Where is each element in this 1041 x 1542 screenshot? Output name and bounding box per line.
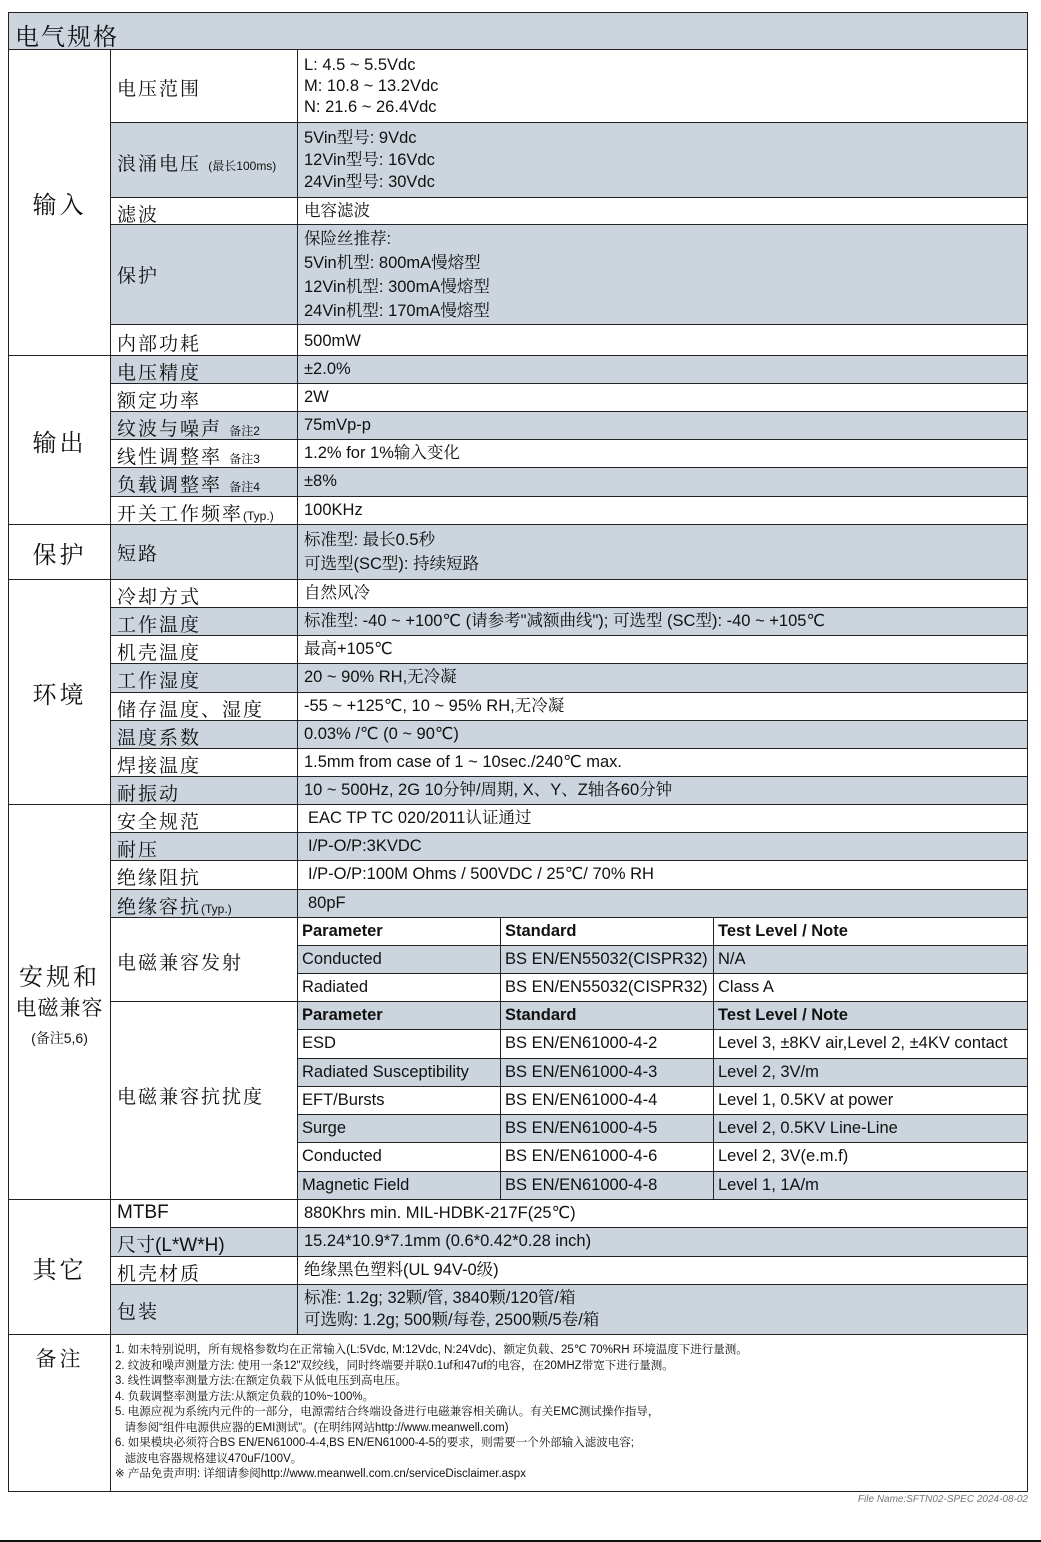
label-case-material: 机壳材质 xyxy=(111,1257,298,1285)
immunity-cell: Surge xyxy=(298,1115,501,1143)
note-line: 请参阅“组件电源供应器的EMI测试”。(在明纬网站http://www.meanwell.com) xyxy=(115,1421,509,1434)
label-storage: 储存温度、湿度 xyxy=(111,693,298,721)
group-protection-label: 保护 xyxy=(32,541,87,569)
value-surge xyxy=(298,123,1028,198)
voltage-range-line: M: 10.8 ~ 13.2Vdc xyxy=(304,77,439,95)
label-withstand: 耐压 xyxy=(111,833,298,861)
load-reg-note: 备注4 xyxy=(229,480,260,494)
value-temp-coef: 0.03% /℃ (0 ~ 90℃) xyxy=(298,721,1028,749)
label-surge xyxy=(111,123,298,198)
load-reg-label: 负载调整率 xyxy=(117,475,223,496)
immunity-header-level: Test Level / Note xyxy=(714,1002,1028,1030)
ripple-note: 备注2 xyxy=(229,424,260,438)
group-output-label: 输出 xyxy=(32,429,87,457)
note-line: 1. 如未特别说明，所有规格参数均在正常输入(L:5Vdc, M:12Vdc, N:24Vdc)、额定负载、25℃ 70%RH 环境温度下进行量测。 xyxy=(115,1344,748,1356)
immunity-cell: Level 3, ±8KV air,Level 2, ±4KV contact xyxy=(714,1030,1028,1059)
line-reg-note: 备注3 xyxy=(229,452,260,466)
emission-header-standard: Standard xyxy=(501,918,714,946)
label-work-humidity: 工作湿度 xyxy=(111,664,298,693)
label-load-reg xyxy=(111,468,298,497)
group-notes: 备注 xyxy=(9,1335,111,1492)
note-line: 滤波电容器规格建议470uF/100V。 xyxy=(115,1452,303,1465)
label-vibration: 耐振动 xyxy=(111,777,298,805)
emission-cell: Radiated xyxy=(298,974,501,1002)
protection-line: 24Vin机型: 170mA慢熔型 xyxy=(304,302,490,320)
group-input xyxy=(9,50,111,356)
immunity-header-standard: Standard xyxy=(501,1002,714,1030)
note-line: ※ 产品免责声明: 详细请参阅http://www.meanwell.com.cn/serviceDisclaimer.aspx xyxy=(115,1468,526,1480)
isolation-cap-note: (Typ.) xyxy=(201,902,232,916)
immunity-cell: BS EN/EN61000-4-6 xyxy=(501,1143,714,1172)
label-input-protection: 保护 xyxy=(111,225,298,325)
immunity-cell: Level 1, 0.5KV at power xyxy=(714,1087,1028,1115)
label-filter: 滤波 xyxy=(111,198,298,225)
immunity-cell: EFT/Bursts xyxy=(298,1087,501,1115)
value-short xyxy=(298,525,1028,580)
label-work-temp: 工作温度 xyxy=(111,608,298,636)
line-reg-label: 线性调整率 xyxy=(117,447,223,468)
surge-line: 5Vin型号: 9Vdc xyxy=(304,129,417,147)
surge-line: 24Vin型号: 30Vdc xyxy=(304,173,435,191)
group-input-label: 输入 xyxy=(32,192,87,219)
short-line: 标准型: 最长0.5秒 xyxy=(304,531,436,549)
label-voltage-range: 电压范围 xyxy=(111,50,298,123)
group-safety-label-line: 安规和 xyxy=(19,963,100,991)
emission-cell: BS EN/EN55032(CISPR32) xyxy=(501,974,714,1002)
label-immunity: 电磁兼容抗扰度 xyxy=(111,1002,298,1200)
label-cooling: 冷却方式 xyxy=(111,580,298,608)
label-rated-power: 额定功率 xyxy=(111,384,298,412)
switch-freq-label: 开关工作频率 xyxy=(117,504,244,525)
group-other-label: 其它 xyxy=(32,1256,87,1284)
surge-line: 12Vin型号: 16Vdc xyxy=(304,151,435,169)
value-isolation-res: I/P-O/P:100M Ohms / 500VDC / 25℃/ 70% RH xyxy=(298,861,1028,890)
label-packing: 包装 xyxy=(111,1285,298,1335)
group-safety xyxy=(9,805,111,1200)
emission-cell: Conducted xyxy=(298,946,501,974)
value-dimension: 15.24*10.9*7.1mm (0.6*0.42*0.28 inch) xyxy=(298,1228,1028,1257)
packing-line: 可选购: 1.2g; 500颗/每卷, 2500颗/5卷/箱 xyxy=(304,1311,600,1329)
group-safety-label-line: 电磁兼容 xyxy=(15,996,104,1020)
label-isolation-cap xyxy=(111,890,298,918)
immunity-cell: Conducted xyxy=(298,1143,501,1172)
voltage-range-line: L: 4.5 ~ 5.5Vdc xyxy=(304,56,416,74)
label-power-loss: 内部功耗 xyxy=(111,325,298,356)
label-temp-coef: 温度系数 xyxy=(111,721,298,749)
short-line: 可选型(SC型): 持续短路 xyxy=(304,555,480,573)
value-packing xyxy=(298,1285,1028,1335)
value-accuracy: ±2.0% xyxy=(298,356,1028,384)
immunity-cell: Radiated Susceptibility xyxy=(298,1059,501,1087)
immunity-cell: Level 2, 0.5KV Line-Line xyxy=(714,1115,1028,1143)
label-dimension: 尺寸(L*W*H) xyxy=(111,1228,298,1257)
value-input-protection xyxy=(298,225,1028,325)
title-bar xyxy=(9,13,1027,50)
label-line-reg xyxy=(111,440,298,468)
label-solder: 焊接温度 xyxy=(111,749,298,777)
note-line: 2. 纹波和噪声测量方法: 使用一条12"双绞线，同时终端要并联0.1uf和47uf的电容，在20MHZ带宽下进行量测。 xyxy=(115,1359,674,1372)
value-switch-freq: 100KHz xyxy=(298,497,1028,525)
value-case-material: 绝缘黑色塑料(UL 94V-0级) xyxy=(298,1257,1028,1285)
value-mtbf: 880Khrs min. MIL-HDBK-217F(25℃) xyxy=(298,1200,1028,1228)
value-power-loss: 500mW xyxy=(298,325,1028,356)
immunity-cell: BS EN/EN61000-4-2 xyxy=(501,1030,714,1059)
immunity-cell: BS EN/EN61000-4-4 xyxy=(501,1087,714,1115)
notes-block xyxy=(111,1335,1028,1492)
value-storage: -55 ~ +125℃, 10 ~ 95% RH,无冷凝 xyxy=(298,693,1028,721)
label-mtbf: MTBF xyxy=(111,1200,298,1228)
value-line-reg: 1.2% for 1%输入变化 xyxy=(298,440,1028,468)
value-safety-standard: EAC TP TC 020/2011认证通过 xyxy=(298,805,1028,833)
protection-line: 12Vin机型: 300mA慢熔型 xyxy=(304,278,490,296)
immunity-cell: ESD xyxy=(298,1030,501,1059)
value-withstand: I/P-O/P:3KVDC xyxy=(298,833,1028,861)
group-other xyxy=(9,1200,111,1335)
value-work-humidity: 20 ~ 90% RH,无冷凝 xyxy=(298,664,1028,693)
value-vibration: 10 ~ 500Hz, 2G 10分钟/周期, X、Y、Z轴各60分钟 xyxy=(298,777,1028,805)
immunity-cell: Magnetic Field xyxy=(298,1172,501,1200)
immunity-cell: Level 1, 1A/m xyxy=(714,1172,1028,1200)
emission-header-parameter: Parameter xyxy=(298,918,501,946)
protection-line: 保险丝推荐: xyxy=(304,230,392,248)
value-rated-power: 2W xyxy=(298,384,1028,412)
immunity-cell: BS EN/EN61000-4-3 xyxy=(501,1059,714,1087)
immunity-cell: Level 2, 3V(e.m.f) xyxy=(714,1143,1028,1172)
label-accuracy: 电压精度 xyxy=(111,356,298,384)
group-environment-label: 环境 xyxy=(32,681,87,709)
group-output xyxy=(9,356,111,525)
value-filter: 电容滤波 xyxy=(298,198,1028,225)
label-short: 短路 xyxy=(111,525,298,580)
protection-line: 5Vin机型: 800mA慢熔型 xyxy=(304,254,481,272)
note-line: 5. 电源应视为系统内元件的一部分，电源需结合终端设备进行电磁兼容相关确认。有关EMC测试操作指导， xyxy=(115,1406,660,1418)
group-environment xyxy=(9,580,111,805)
group-safety-note: (备注5,6) xyxy=(31,1029,88,1046)
group-protection xyxy=(9,525,111,580)
page-title: 电气规格 xyxy=(15,24,119,51)
value-isolation-cap: 80pF xyxy=(298,890,1028,918)
switch-freq-note: (Typ.) xyxy=(243,509,274,523)
value-solder: 1.5mm from case of 1 ~ 10sec./240℃ max. xyxy=(298,749,1028,777)
emission-cell: BS EN/EN55032(CISPR32) xyxy=(501,946,714,974)
surge-label: 浪涌电压 xyxy=(117,154,202,175)
emission-cell: N/A xyxy=(714,946,1028,974)
label-switch-freq xyxy=(111,497,298,525)
surge-note: (最长100ms) xyxy=(208,159,277,173)
value-work-temp: 标准型: -40 ~ +100℃ (请参考"减额曲线"); 可选型 (SC型): -40 ~ +105℃ xyxy=(298,608,1028,636)
label-safety-standard: 安全规范 xyxy=(111,805,298,833)
ripple-label: 纹波与噪声 xyxy=(117,419,223,440)
packing-line: 标准: 1.2g; 32颗/管, 3840颗/120管/箱 xyxy=(304,1289,576,1307)
label-case-temp: 机壳温度 xyxy=(111,636,298,664)
immunity-cell: BS EN/EN61000-4-5 xyxy=(501,1115,714,1143)
file-name-label: File Name:SFTN02-SPEC 2024-08-02 xyxy=(857,1494,1028,1505)
isolation-cap-label: 绝缘容抗 xyxy=(117,897,202,918)
note-line: 4. 负载调整率测量方法:从额定负载的10%~100%。 xyxy=(115,1390,375,1403)
immunity-cell: BS EN/EN61000-4-8 xyxy=(501,1172,714,1200)
value-case-temp: 最高+105℃ xyxy=(298,636,1028,664)
note-line: 6. 如果模块必须符合BS EN/EN61000-4-4,BS EN/EN61000-4-5的要求，则需要一个外部输入滤波电容; xyxy=(115,1437,634,1449)
immunity-cell: Level 2, 3V/m xyxy=(714,1059,1028,1087)
label-ripple xyxy=(111,412,298,440)
value-voltage-range xyxy=(298,50,1028,123)
immunity-header-parameter: Parameter xyxy=(298,1002,501,1030)
value-cooling: 自然风冷 xyxy=(298,580,1028,608)
label-emission: 电磁兼容发射 xyxy=(111,918,298,1002)
voltage-range-line: N: 21.6 ~ 26.4Vdc xyxy=(304,98,437,116)
value-load-reg: ±8% xyxy=(298,468,1028,497)
label-isolation-res: 绝缘阻抗 xyxy=(111,861,298,890)
spec-sheet xyxy=(8,12,1028,1492)
emission-header-level: Test Level / Note xyxy=(714,918,1028,946)
value-ripple: 75mVp-p xyxy=(298,412,1028,440)
note-line: 3. 线性调整率测量方法:在额定负载下从低电压到高电压。 xyxy=(115,1375,407,1387)
emission-cell: Class A xyxy=(714,974,1028,1002)
